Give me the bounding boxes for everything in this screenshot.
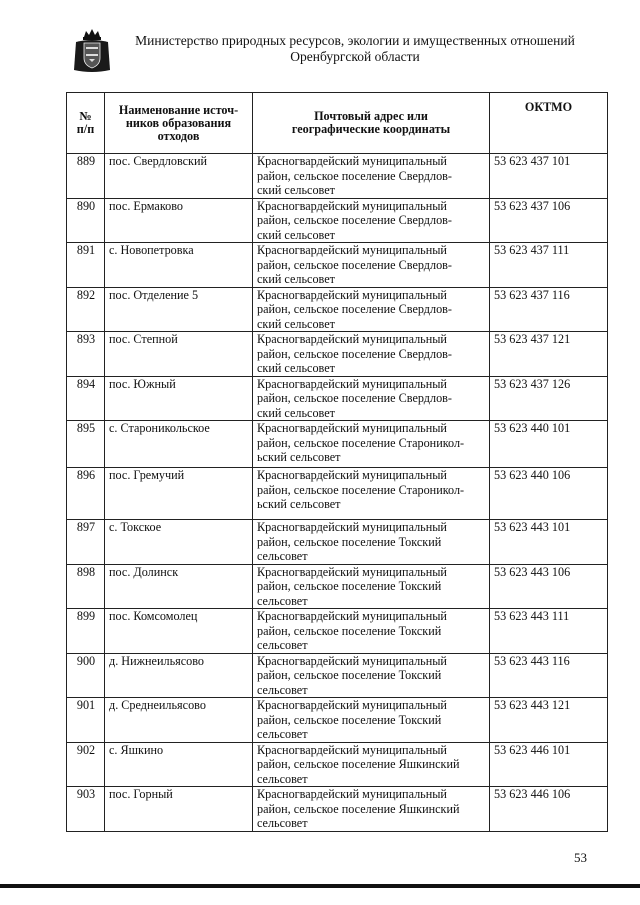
address-cell [253,742,490,787]
row-number: 890 [67,198,105,243]
source-name: пос. Отделение 5 [105,287,253,332]
oktmo-code: 53 623 440 106 [490,468,608,520]
oktmo-code: 53 623 437 111 [490,243,608,288]
address-line: ский сельсовет [257,272,335,286]
row-number: 894 [67,376,105,421]
address-cell [253,154,490,199]
source-name: пос. Степной [105,332,253,377]
source-name: д. Среднеильясово [105,698,253,743]
row-number: 897 [67,520,105,565]
address-line: Красногвардейский муниципальный [257,609,447,623]
address-line: ский сельсовет [257,361,335,375]
oktmo-code: 53 623 437 101 [490,154,608,199]
address-cell [253,332,490,377]
source-name: пос. Комсомолец [105,609,253,654]
address-line: район, сельское поселение Токский [257,579,442,593]
source-name: пос. Долинск [105,564,253,609]
address-line: ьский сельсовет [257,497,341,511]
address-line: район, сельское поселение Староникол- [257,435,465,450]
address-line: Красногвардейский муниципальный [257,332,447,346]
table-row [67,787,608,832]
header-address: Почтовый адрес или географические координаты [253,93,490,154]
table-row [67,609,608,654]
address-cell [253,287,490,332]
table-row [67,564,608,609]
table-row [67,287,608,332]
row-number: 892 [67,287,105,332]
table-row [67,653,608,698]
address-line: сельсовет [257,593,308,608]
address-line: ьский сельсовет [257,450,341,464]
source-name: пос. Горный [105,787,253,832]
row-number: 896 [67,468,105,520]
table-row [67,376,608,421]
address-line: район, сельское поселение Свердлов- [257,257,452,272]
table-row [67,421,608,468]
oktmo-code: 53 623 437 121 [490,332,608,377]
source-name: пос. Гремучий [105,468,253,520]
row-number: 901 [67,698,105,743]
address-line: Красногвардейский муниципальный [257,742,447,757]
region-name: Оренбургской области [290,49,420,64]
ministry-name: Министерство природных ресурсов, экологии и имущественных отношений [135,33,575,48]
row-number: 895 [67,421,105,468]
address-line: Красногвардейский муниципальный [257,787,447,801]
oktmo-code: 53 623 443 111 [490,609,608,654]
row-number: 898 [67,564,105,609]
table-row [67,198,608,243]
address-line: район, сельское поселение Свердлов- [257,213,452,227]
row-number: 899 [67,609,105,654]
table-row [67,698,608,743]
row-number: 900 [67,653,105,698]
source-name: с. Яшкино [105,742,253,787]
address-line: сельсовет [257,682,308,697]
address-line: район, сельское поселение Яшкинский [257,757,460,771]
table-row [67,468,608,520]
address-line: Красногвардейский муниципальный [257,287,447,302]
source-name: с. Новопетровка [105,243,253,288]
source-name: с. Староникольское [105,421,253,468]
table-row [67,154,608,199]
source-name: д. Нижнеильясово [105,653,253,698]
address-line: сельсовет [257,771,308,786]
table-row [67,243,608,288]
address-line: Красногвардейский муниципальный [257,243,447,257]
row-number: 903 [67,787,105,832]
address-line: Красногвардейский муниципальный [257,154,447,168]
address-line: сельсовет [257,816,308,830]
address-cell [253,653,490,698]
address-line: район, сельское поселение Яшкинский [257,801,460,816]
waste-sources-table [66,92,608,832]
address-line: район, сельское поселение Токский [257,668,442,682]
oktmo-code: 53 623 446 106 [490,787,608,832]
source-name: пос. Ермаково [105,198,253,243]
address-line: Красногвардейский муниципальный [257,653,447,668]
table-header-row [67,93,608,154]
address-line: Красногвардейский муниципальный [257,564,447,579]
source-name: с. Токское [105,520,253,565]
address-cell [253,787,490,832]
header-source-name: Наименование источ- ников образования отходов [105,93,253,154]
orenburg-coat-of-arms-icon [72,28,112,74]
oktmo-code: 53 623 446 101 [490,742,608,787]
address-line: ский сельсовет [257,183,335,197]
row-number: 889 [67,154,105,199]
address-line: сельсовет [257,549,308,563]
address-line: ский сельсовет [257,316,335,331]
address-line: Красногвардейский муниципальный [257,468,447,482]
address-line: ский сельсовет [257,227,335,242]
address-cell [253,698,490,743]
address-line: район, сельское поселение Свердлов- [257,391,452,405]
oktmo-code: 53 623 437 116 [490,287,608,332]
row-number: 891 [67,243,105,288]
oktmo-code: 53 623 437 106 [490,198,608,243]
oktmo-code: 53 623 443 101 [490,520,608,565]
row-number: 893 [67,332,105,377]
bottom-divider [0,884,640,888]
address-line: Красногвардейский муниципальный [257,520,447,534]
table-row [67,520,608,565]
address-line: район, сельское поселение Токский [257,534,442,549]
address-cell [253,520,490,565]
oktmo-code: 53 623 440 101 [490,421,608,468]
address-cell [253,243,490,288]
address-line: сельсовет [257,638,308,652]
address-line: сельсовет [257,727,308,741]
oktmo-code: 53 623 443 121 [490,698,608,743]
header-number: № п/п [67,93,105,154]
oktmo-code: 53 623 437 126 [490,376,608,421]
address-line: Красногвардейский муниципальный [257,698,447,712]
source-name: пос. Свердловский [105,154,253,199]
address-line: Красногвардейский муниципальный [257,376,447,391]
address-line: район, сельское поселение Свердлов- [257,346,452,361]
oktmo-code: 53 623 443 116 [490,653,608,698]
address-line: Красногвардейский муниципальный [257,198,447,213]
table-row [67,332,608,377]
address-line: район, сельское поселение Свердлов- [257,168,452,183]
address-cell [253,198,490,243]
address-cell [253,421,490,468]
source-name: пос. Южный [105,376,253,421]
address-cell [253,376,490,421]
page-number: 53 [574,850,587,865]
ministry-header [120,33,590,65]
address-line: район, сельское поселение Токский [257,712,442,727]
address-cell [253,564,490,609]
address-line: район, сельское поселение Староникол- [257,482,465,497]
row-number: 902 [67,742,105,787]
oktmo-code: 53 623 443 106 [490,564,608,609]
address-line: ский сельсовет [257,405,335,420]
address-line: Красногвардейский муниципальный [257,421,447,435]
address-cell [253,468,490,520]
table-row [67,742,608,787]
header-oktmo: ОКТМО [490,93,608,154]
address-line: район, сельское поселение Свердлов- [257,302,452,316]
address-line: район, сельское поселение Токский [257,623,442,638]
address-cell [253,609,490,654]
